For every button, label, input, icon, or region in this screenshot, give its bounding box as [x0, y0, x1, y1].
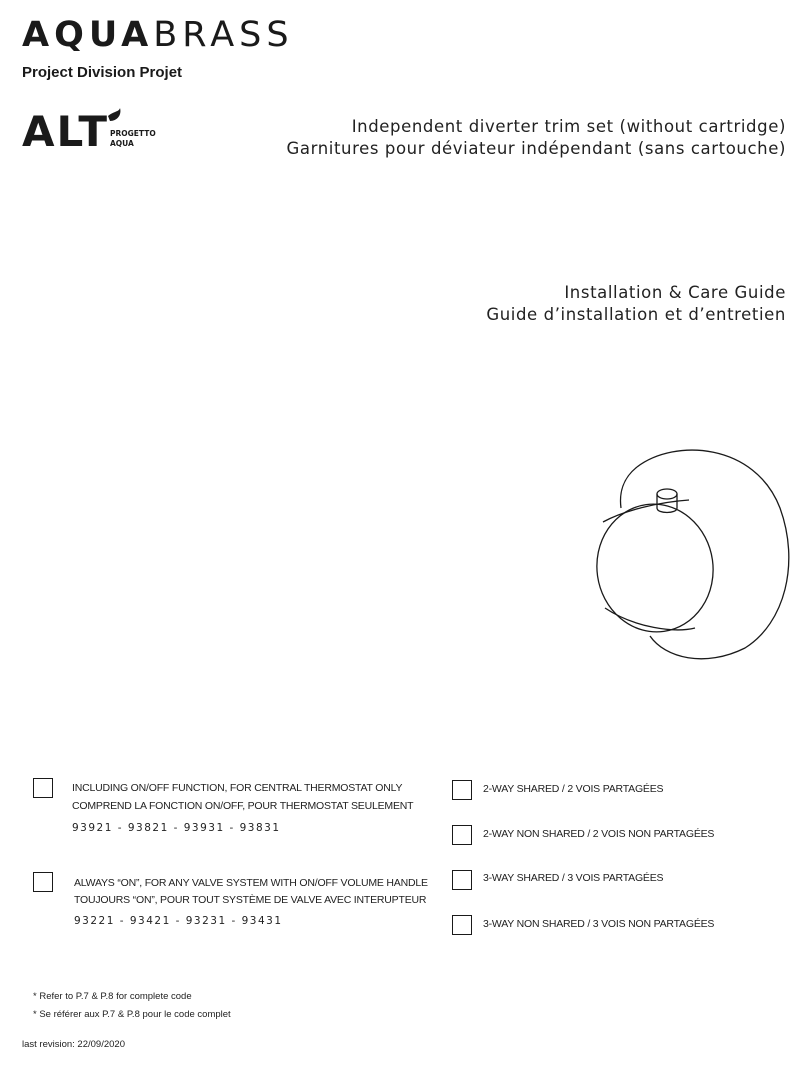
brand-wordmark — [22, 12, 294, 58]
product-title-fr: Garnitures pour déviateur indépendant (sans cartouche) — [286, 139, 786, 158]
way-4-label: 3-WAY NON SHARED / 3 VOIS NON PARTAGÉES — [483, 918, 715, 930]
handle-pin-top — [657, 489, 677, 499]
guide-title-fr: Guide d’installation et d’entretien — [486, 305, 786, 324]
way-2-checkbox[interactable] — [452, 825, 472, 845]
note-en: * Refer to P.7 & P.8 for complete code — [33, 991, 192, 1002]
way-3-label: 3-WAY SHARED / 3 VOIS PARTAGÉES — [483, 872, 664, 884]
way-1-checkbox[interactable] — [452, 780, 472, 800]
trim-plate — [637, 450, 789, 659]
product-title-en: Independent diverter trim set (without cartridge) — [351, 117, 786, 136]
diverter-trim-illustration — [585, 438, 800, 663]
function-1-codes: 93921 - 93821 - 93931 - 93831 — [72, 822, 281, 834]
trim-plate-edge — [621, 467, 637, 508]
way-2-label: 2-WAY NON SHARED / 2 VOIS NON PARTAGÉES — [483, 828, 715, 840]
way-3-checkbox[interactable] — [452, 870, 472, 890]
division-label: Project Division Projet — [22, 64, 183, 81]
handle-face — [589, 497, 722, 640]
way-1-label: 2-WAY SHARED / 2 VOIS PARTAGÉES — [483, 783, 664, 795]
leaf-icon — [108, 108, 120, 121]
alt-logo-sub1: PROGETTO — [110, 129, 156, 138]
function-1-fr: COMPREND LA FONCTION ON/OFF, POUR THERMOSTAT SEULEMENT — [72, 800, 414, 812]
note-fr: * Se référer aux P.7 & P.8 pour le code complet — [33, 1009, 231, 1020]
function-2-checkbox[interactable] — [33, 872, 53, 892]
function-2-en: ALWAYS “ON”, FOR ANY VALVE SYSTEM WITH ON/OFF VOLUME HANDLE — [74, 877, 428, 889]
brand-light: BRASS — [153, 15, 294, 55]
function-1-en: INCLUDING ON/OFF FUNCTION, FOR CENTRAL THERMOSTAT ONLY — [72, 782, 403, 794]
function-2-codes: 93221 - 93421 - 93231 - 93431 — [74, 915, 283, 927]
alt-logo-text: ALT — [22, 107, 109, 156]
function-2-fr: TOUJOURS “ON”, POUR TOUT SYSTÈME DE VALVE AVEC INTERUPTEUR — [74, 894, 427, 906]
function-1-checkbox[interactable] — [33, 778, 53, 798]
way-4-checkbox[interactable] — [452, 915, 472, 935]
alt-series-logo — [22, 106, 172, 156]
brand-bold: AQUA — [22, 15, 154, 55]
alt-logo-sub2: AQUA — [110, 139, 134, 148]
guide-title-en: Installation & Care Guide — [564, 283, 786, 302]
revision-date: last revision: 22/09/2020 — [22, 1039, 125, 1050]
